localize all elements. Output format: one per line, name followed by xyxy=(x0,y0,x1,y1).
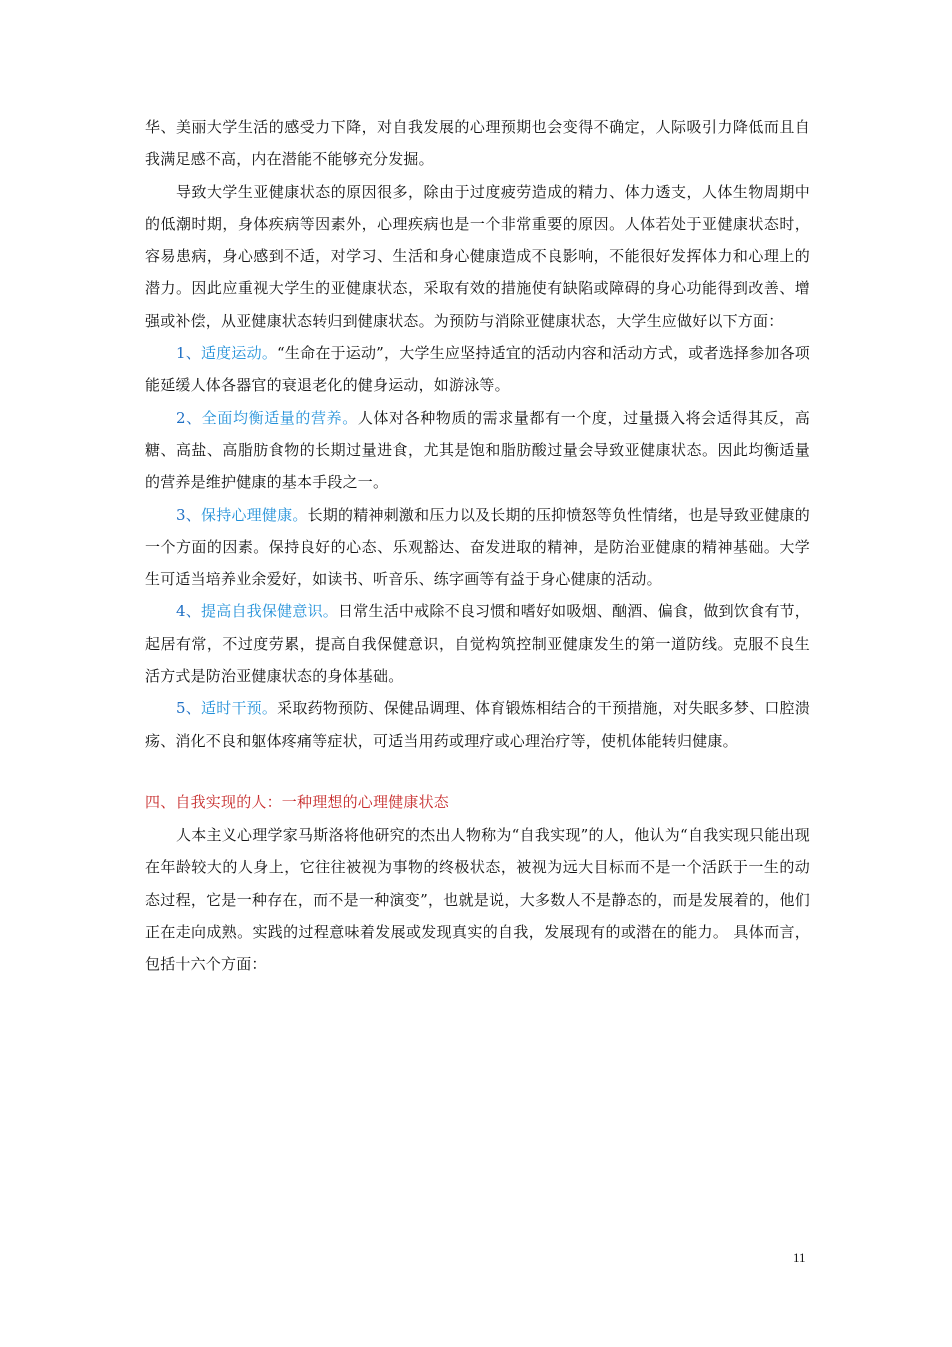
item-number: 1、 xyxy=(176,344,201,363)
item-text: 人体对各种物质的需求量都有一个度，过量摄入将会适得其反，高糖、高盐、高脂肪食物的长期过量进食，尤其是饱和脂肪酸过量会导致亚健康状态。因此均衡适量的营养是维护健康的基本手段之一。 xyxy=(145,408,810,492)
list-item-nutrition xyxy=(145,402,810,499)
list-item-intervention xyxy=(145,692,810,757)
paragraph-continuation: 华、美丽大学生活的感受力下降，对自我发展的心理预期也会变得不确定，人际吸引力降低而且自我满足感不高，内在潜能不能够充分发掘。 xyxy=(145,118,810,169)
item-text: “生命在于运动”，大学生应坚持适宜的活动内容和活动方式，或者选择参加各项能延缓人体各器官的衰退老化的健身运动，如游泳等。 xyxy=(145,344,810,395)
item-text: 日常生活中戒除不良习惯和嗜好如吸烟、酗酒、偏食，做到饮食有节，起居有常，不过度劳累，提高自我保健意识，自觉构筑控制亚健康发生的第一道防线。克服不良生活方式是防治亚健康状态的身体基础。 xyxy=(145,602,810,686)
item-number: 3、 xyxy=(176,505,201,524)
item-title: 适度运动。 xyxy=(200,344,278,363)
item-number: 5、 xyxy=(176,699,201,718)
list-item-mental-health xyxy=(145,499,810,596)
item-text: 采取药物预防、保健品调理、体育锻炼相结合的干预措施，对失眠多梦、口腔溃疡、消化不良和躯体疼痛等症状，可适当用药或理疗或心理治疗等，使机体能转归健康。 xyxy=(145,699,810,750)
item-number: 4、 xyxy=(176,602,201,621)
list-item-exercise xyxy=(145,337,810,402)
paragraph-maslow: 人本主义心理学家马斯洛将他研究的杰出人物称为“自我实现”的人，他认为“自我实现只能出现在年龄较大的人身上，它往往被视为事物的终极状态，被视为远大目标而不是一个活跃于一生的动态过程，它是一种存在，而不是一种演变”，也就是说，大多数人不是静态的，而是发展着的，他们正在走向成熟。实践的过程意味着发展或发现真实的自我，发展现有的或潜在的能力。 具体而言，包括十六个方面： xyxy=(145,825,810,974)
item-text: 长期的精神刺激和压力以及长期的压抑愤怒等负性情绪，也是导致亚健康的一个方面的因素。保持良好的心态、乐观豁达、奋发进取的精神，是防治亚健康的精神基础。大学生可适当培养业余爱好，如读书、听音乐、练字画等有益于身心健康的活动。 xyxy=(145,505,810,589)
item-title: 保持心理健康。 xyxy=(201,505,308,524)
item-title: 全面均衡适量的营养。 xyxy=(201,408,358,427)
item-title: 适时干预。 xyxy=(201,699,278,718)
document-page xyxy=(145,111,810,980)
list-item-self-care xyxy=(145,595,810,692)
item-title: 提高自我保健意识。 xyxy=(201,602,339,621)
section-heading: 四、自我实现的人：一种理想的心理健康状态 xyxy=(145,792,450,811)
paragraph-causes: 导致大学生亚健康状态的原因很多，除由于过度疲劳造成的精力、体力透支，人体生物周期中的低潮时期，身体疾病等因素外，心理疾病也是一个非常重要的原因。人体若处于亚健康状态时，容易患病，身心感到不适，对学习、生活和身心健康造成不良影响，不能很好发挥体力和心理上的潜力。因此应重视大学生的亚健康状态，采取有效的措施使有缺陷或障碍的身心功能得到改善、增强或补偿，从亚健康状态转归到健康状态。为预防与消除亚健康状态，大学生应做好以下方面： xyxy=(145,182,810,330)
page-number: 11 xyxy=(793,1250,806,1265)
item-number: 2、 xyxy=(176,408,202,427)
